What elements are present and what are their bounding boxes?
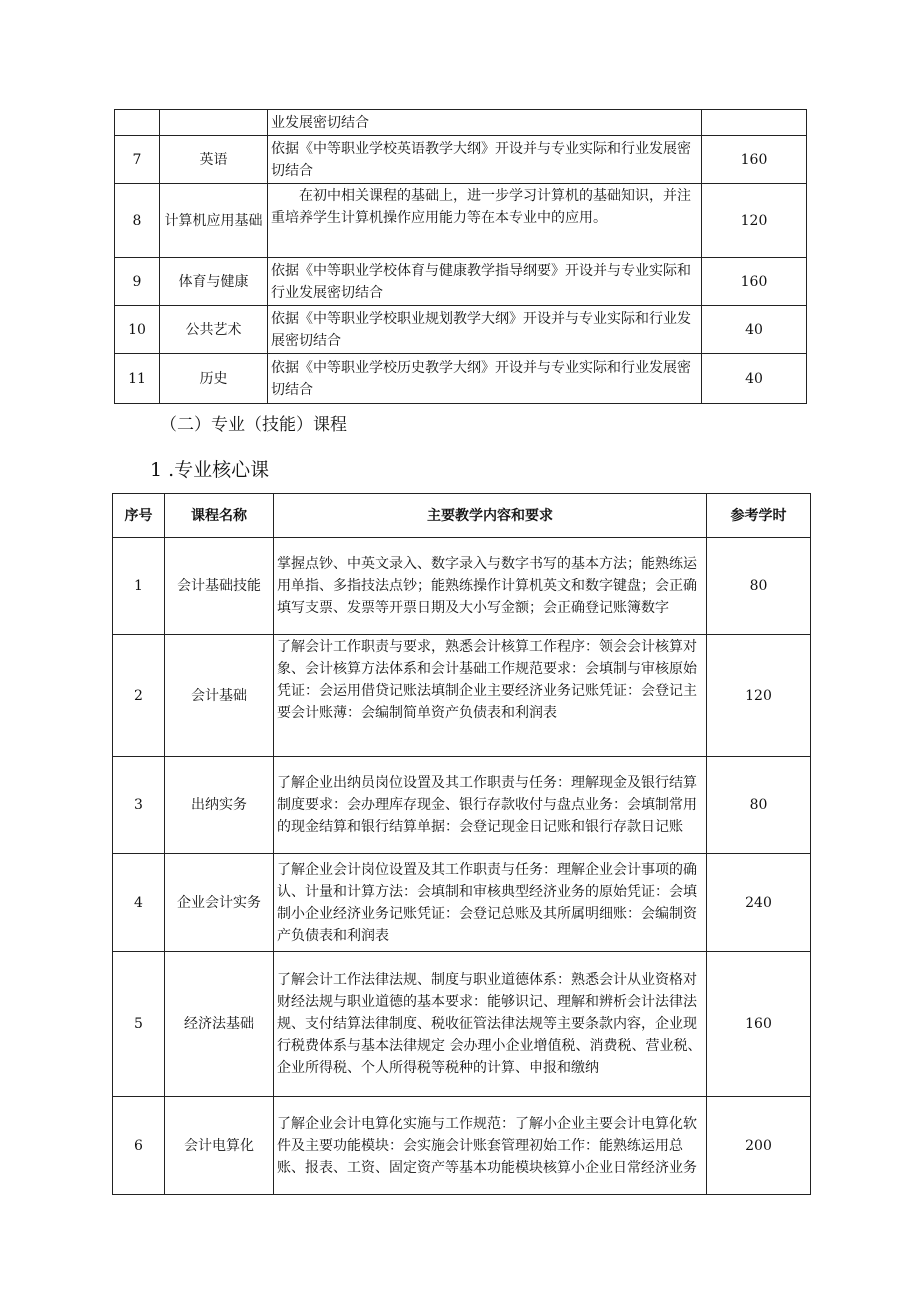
table-header-row: [113, 494, 811, 538]
table-row: [115, 354, 807, 404]
table-row: [115, 184, 807, 258]
course-desc: 在初中相关课程的基础上，进一步学习计算机的基础知识，并注重培养学生计算机操作应用能力等在本专业中的应用。: [268, 184, 702, 258]
course-hours: 160: [702, 136, 807, 184]
core-course-table: [112, 493, 811, 1195]
course-name: 计算机应用基础: [160, 184, 268, 258]
course-name: [160, 110, 268, 136]
course-name: 会计电算化: [165, 1097, 274, 1195]
table-row: [113, 635, 811, 757]
course-desc: 了解企业会计电算化实施与工作规范：了解小企业主要会计电算化软件及主要功能模块：会实施会计账套管理初始工作：能熟练运用总账、报表、工资、固定资产等基本功能模块核算小企业日常经济业务: [274, 1097, 707, 1195]
header-no: 序号: [113, 494, 165, 538]
course-desc: 掌握点钞、中英文录入、数字录入与数字书写的基本方法；能熟练运用单指、多指技法点钞；能熟练操作计算机英文和数字键盘；会正确填写支票、发票等开票日期及大小写金额；会正确登记账簿数字: [274, 538, 707, 635]
table-row: [115, 258, 807, 306]
course-name: 公共艺术: [160, 306, 268, 354]
course-desc: 依据《中等职业学校历史教学大纲》开设并与专业实际和行业发展密切结合: [268, 354, 702, 404]
table-row: [115, 306, 807, 354]
course-no: 7: [115, 136, 160, 184]
course-no: [115, 110, 160, 136]
table-row: [115, 110, 807, 136]
course-hours: 160: [702, 258, 807, 306]
general-course-table: [114, 109, 807, 404]
course-no: 3: [113, 757, 165, 854]
table-row: [113, 538, 811, 635]
table-row: [115, 136, 807, 184]
course-name: 体育与健康: [160, 258, 268, 306]
course-hours: 80: [707, 757, 811, 854]
course-desc: 依据《中等职业学校体育与健康教学指导纲要》开设并与专业实际和行业发展密切结合: [268, 258, 702, 306]
course-name: 出纳实务: [165, 757, 274, 854]
header-desc: 主要教学内容和要求: [274, 494, 707, 538]
table-row: [113, 854, 811, 952]
course-hours: 40: [702, 306, 807, 354]
course-hours: [702, 110, 807, 136]
section-title: （二）专业（技能）课程: [160, 415, 347, 435]
course-hours: 40: [702, 354, 807, 404]
course-no: 6: [113, 1097, 165, 1195]
course-name: 经济法基础: [165, 952, 274, 1097]
course-desc: 依据《中等职业学校英语教学大纲》开设并与专业实际和行业发展密切结合: [268, 136, 702, 184]
course-hours: 200: [707, 1097, 811, 1195]
course-name: 历史: [160, 354, 268, 404]
course-no: 9: [115, 258, 160, 306]
course-no: 5: [113, 952, 165, 1097]
course-desc: 了解会计工作法律法规、制度与职业道德体系：熟悉会计从业资格对财经法规与职业道德的基本要求：能够识记、理解和辨析会计法律法规、支付结算法律制度、税收征管法律法规等主要条款内容，企业现行税费体系与基本法律规定 会办理小企业增值税、消费税、营业税、企业所得税、个人所得税等税种的计算、申报和缴纳: [274, 952, 707, 1097]
course-name: 英语: [160, 136, 268, 184]
course-hours: 80: [707, 538, 811, 635]
course-name: 会计基础技能: [165, 538, 274, 635]
course-desc: 依据《中等职业学校职业规划教学大纲》开设并与专业实际和行业发展密切结合: [268, 306, 702, 354]
course-no: 4: [113, 854, 165, 952]
course-no: 2: [113, 635, 165, 757]
header-name: 课程名称: [165, 494, 274, 538]
course-hours: 240: [707, 854, 811, 952]
course-no: 1: [113, 538, 165, 635]
header-hours: 参考学时: [707, 494, 811, 538]
table-row: [113, 1097, 811, 1195]
course-desc: 业发展密切结合: [268, 110, 702, 136]
course-hours: 160: [707, 952, 811, 1097]
course-hours: 120: [702, 184, 807, 258]
course-no: 10: [115, 306, 160, 354]
course-desc: 了解企业会计岗位设置及其工作职责与任务：理解企业会计事项的确认、计量和计算方法：会填制和审核典型经济业务的原始凭证：会填制小企业经济业务记账凭证：会登记总账及其所属明细账：会编制资产负债表和利润表: [274, 854, 707, 952]
table-row: [113, 952, 811, 1097]
course-desc: 了解会计工作职责与要求，熟悉会计核算工作程序：领会会计核算对象、会计核算方法体系和会计基础工作规范要求：会填制与审核原始凭证：会运用借贷记账法填制企业主要经济业务记账凭证：会登记主要会计账薄：会编制简单资产负债表和利润表: [274, 635, 707, 757]
course-desc: 了解企业出纳员岗位设置及其工作职责与任务：理解现金及银行结算制度要求：会办理库存现金、银行存款收付与盘点业务：会填制常用的现金结算和银行结算单据：会登记现金日记账和银行存款日记账: [274, 757, 707, 854]
course-no: 11: [115, 354, 160, 404]
course-name: 企业会计实务: [165, 854, 274, 952]
course-name: 会计基础: [165, 635, 274, 757]
table-row: [113, 757, 811, 854]
subsection-title: 1 .专业核心课: [150, 459, 270, 481]
course-hours: 120: [707, 635, 811, 757]
course-no: 8: [115, 184, 160, 258]
